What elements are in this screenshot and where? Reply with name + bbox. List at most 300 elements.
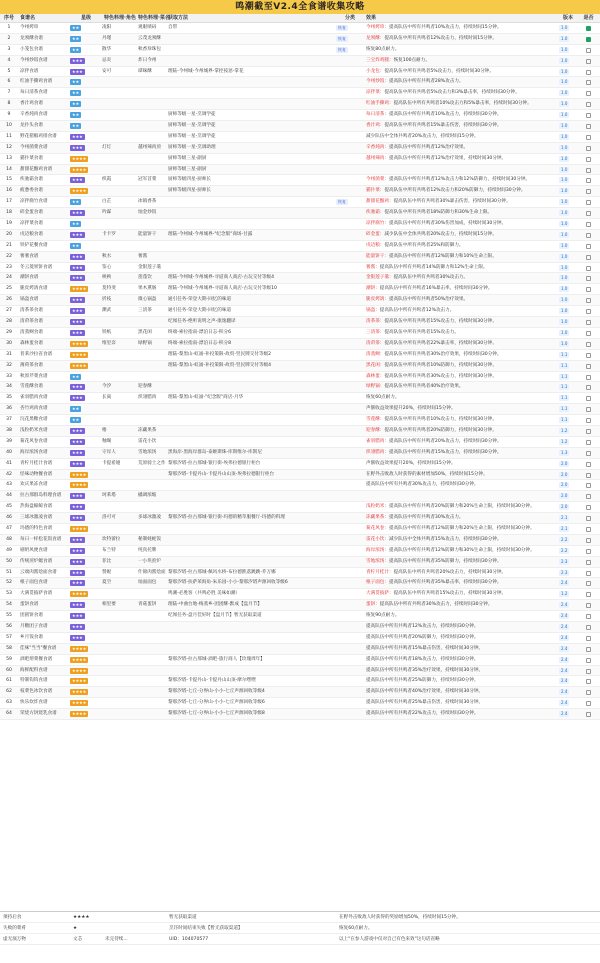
- recipe-name: 乡月饭食谱: [20, 634, 43, 640]
- row-number: 54: [6, 602, 12, 608]
- effect-dish-name: 雷花小饮：: [366, 536, 389, 542]
- footer-col-d: 烹饪时间结束失败【暂无获取渠道】: [169, 926, 243, 931]
- version-badge: 1.0: [561, 340, 568, 346]
- effect-text: 提高队伍中所有共鸣者15%攻击力，持续时间30分钟。: [393, 591, 507, 597]
- effect-dish-name: 碎金蛋：: [366, 231, 385, 237]
- special-character: [102, 709, 138, 719]
- effect-text: 提高队伍中所有共鸣者25%暴击伤害，持续时间30分钟。: [366, 700, 484, 706]
- star-rating: ★★★★: [72, 166, 87, 172]
- done-checkbox[interactable]: [586, 385, 591, 390]
- version-badge: 1.2: [561, 427, 568, 433]
- version-badge: 2.4: [561, 580, 568, 586]
- done-checkbox[interactable]: [586, 80, 591, 85]
- done-checkbox[interactable]: [586, 168, 591, 173]
- special-dish: 灿面面包: [138, 580, 157, 586]
- special-dish: [138, 165, 166, 175]
- source: [166, 546, 336, 556]
- row-number: 29: [6, 329, 12, 335]
- star-rating: ★★: [72, 242, 80, 248]
- effect-text: 提高队伍中所有共鸣者22%暴击率，持续时间30分钟。: [384, 340, 497, 346]
- special-dish: [138, 154, 166, 164]
- recipe-name: 普莱沙拉省食谱: [20, 351, 53, 357]
- effect-dish-name: 今州烤串：: [366, 25, 389, 30]
- star-rating: ★★★: [72, 613, 83, 619]
- table-row: [0, 350, 600, 361]
- recipe-name: 今州烤串: [20, 25, 39, 30]
- done-checkbox[interactable]: [586, 505, 591, 510]
- effect-text: 提高队伍中所有共鸣者35%暴击率，持续时间30分钟。: [388, 580, 502, 586]
- source: 鸣潮-必胜客（共鸣必胜 美味如潮）: [168, 591, 241, 597]
- source: 厨师等级一星-烹调学徒: [168, 133, 216, 139]
- done-checkbox[interactable]: [586, 320, 591, 325]
- recipe-name: 雪莲酥食谱: [20, 384, 43, 390]
- star-rating: ★★★★: [72, 340, 87, 346]
- done-checkbox[interactable]: [586, 124, 591, 129]
- done-checkbox[interactable]: [586, 603, 591, 608]
- star-rating: ★★★: [72, 68, 83, 74]
- done-checkbox[interactable]: [586, 135, 591, 140]
- special-character: [102, 655, 138, 665]
- table-row: [0, 317, 600, 328]
- table-row: [0, 263, 600, 274]
- table-row: [0, 491, 600, 502]
- done-checkbox[interactable]: [586, 614, 591, 619]
- version-badge: 1.1: [561, 395, 568, 401]
- table-row: [0, 208, 600, 219]
- special-dish: 青菇蛋饼: [138, 602, 157, 608]
- done-checkbox[interactable]: [586, 549, 591, 554]
- done-checkbox[interactable]: [586, 70, 591, 75]
- recipe-name: 脆皮烤鸽食谱: [20, 286, 48, 292]
- table-row: [0, 77, 600, 88]
- special-dish: [138, 622, 166, 632]
- source: 理陆-今州城-今州城界-"纪念版"商场-甘露: [168, 231, 253, 237]
- source: [166, 99, 336, 109]
- footer-col-d: 暂无获取渠道: [169, 915, 197, 920]
- special-character: 秧秧: [102, 275, 112, 281]
- special-character: 吟霖: [102, 210, 112, 216]
- recipe-name: 蛋饼食谱: [20, 602, 39, 608]
- effect-dish-name: 黑花闲：: [366, 362, 385, 368]
- effect-text: 提高队伍中所有共鸣者14%防御力和12%生命上限。: [379, 264, 488, 270]
- special-character: [102, 132, 138, 142]
- effect-text: 提高队伍中所有共鸣者15%暴击伤害，持续时间30分钟。: [384, 123, 502, 129]
- done-checkbox[interactable]: [586, 494, 591, 499]
- done-checkbox[interactable]: [586, 287, 591, 292]
- star-rating: ★★★★: [72, 667, 87, 673]
- done-checkbox[interactable]: [586, 647, 591, 652]
- row-number: 22: [6, 253, 12, 259]
- effect-text: 提高队伍中所有共鸣者18%防御力和30%生命上限。: [384, 210, 493, 216]
- star-rating: ★★★★: [72, 656, 87, 662]
- table-row: [0, 698, 600, 709]
- done-checkbox[interactable]: [586, 178, 591, 183]
- special-dish: [138, 502, 166, 512]
- row-number: 39: [6, 438, 12, 444]
- done-checkbox[interactable]: [586, 483, 591, 488]
- row-number: 52: [6, 580, 12, 586]
- table-row: [0, 45, 600, 56]
- row-number: 40: [6, 449, 12, 455]
- done-checkbox[interactable]: [586, 527, 591, 532]
- done-checkbox[interactable]: [586, 255, 591, 260]
- recipe-name: 疲惫委食谱: [20, 188, 43, 194]
- recipe-name: 菊花风卷食谱: [20, 438, 48, 444]
- table-row: [0, 557, 600, 568]
- version-badge: 2.4: [561, 634, 568, 640]
- done-checkbox[interactable]: [586, 690, 591, 695]
- source: 黑海岸-黑海岸群岛-泰姬斯珠-库斯维尔-库斯尼: [168, 449, 262, 455]
- done-checkbox[interactable]: [586, 276, 591, 281]
- special-dish: [138, 611, 166, 621]
- row-number: 45: [6, 504, 12, 510]
- special-dish: [138, 132, 166, 142]
- special-dish: 冻藏果茶: [138, 427, 157, 433]
- source: 黎那汐塔-卡提丹山-卡提丹山山顶-埃弗拉德银行柜台: [168, 471, 275, 477]
- recipe-name: 戌迈粮食谱: [20, 231, 43, 237]
- star-rating: ★★★: [72, 308, 83, 314]
- special-character: 洛可可: [102, 515, 116, 521]
- effect-text: 减少队伍中全体共鸣者20%攻击力，持续时间15分钟。: [384, 231, 497, 237]
- recipe-name: 酒吧熔菜餐食谱: [20, 656, 53, 662]
- done-checkbox[interactable]: [586, 636, 591, 641]
- star-rating: ★★★★: [72, 689, 87, 695]
- star-rating: ★★★: [72, 558, 83, 564]
- done-checkbox[interactable]: [586, 592, 591, 597]
- done-checkbox[interactable]: [586, 353, 591, 358]
- done-checkbox[interactable]: [586, 266, 591, 271]
- category-badge: 恢复: [338, 199, 346, 205]
- special-dish: 薯酱: [138, 253, 148, 259]
- recipe-name: 杏竹鸡肉食谱: [20, 406, 48, 412]
- special-character: [102, 502, 138, 512]
- special-character: 维里奈: [102, 340, 116, 346]
- star-rating: ★★★★: [72, 525, 87, 531]
- source: 厨师等级三星-副厨: [168, 166, 207, 172]
- row-number: 60: [6, 667, 12, 673]
- row-number: 23: [6, 264, 12, 270]
- table-row: [0, 448, 600, 459]
- special-dish: [138, 77, 166, 87]
- done-checkbox[interactable]: [586, 581, 591, 586]
- star-rating: ★★★: [72, 384, 83, 390]
- done-checkbox[interactable]: [586, 244, 591, 249]
- done-checkbox[interactable]: [586, 298, 591, 303]
- done-checkbox[interactable]: [586, 102, 591, 107]
- special-character: 忌炎: [102, 57, 112, 63]
- effect-dish-name: 今州菌菜：: [366, 177, 389, 183]
- done-checkbox[interactable]: [586, 418, 591, 423]
- row-number: 24: [6, 275, 12, 281]
- special-character: [102, 687, 138, 697]
- version-badge: 1.1: [561, 417, 568, 423]
- version-badge: 1.1: [561, 351, 568, 357]
- special-character: [102, 88, 138, 98]
- header-source: 获取方法: [168, 15, 189, 21]
- done-checkbox[interactable]: [586, 59, 591, 64]
- row-number: 64: [6, 711, 12, 717]
- special-character: 卡卡罗: [102, 231, 116, 237]
- footer-col-b: 文芯: [73, 937, 83, 942]
- source: [166, 77, 336, 87]
- footer-col-a: 须持后食: [3, 915, 22, 920]
- version-badge: 2.0: [561, 482, 568, 488]
- effect-text: 声骸收益效果提升20%，持续时间15分钟。: [366, 406, 456, 412]
- recipe-name: 凉拌腐竹食谱: [20, 199, 48, 205]
- source: 黎那汐塔-七丘-分界山-小小-七丘声源回收等级6: [168, 700, 265, 706]
- version-badge: 1.0: [561, 166, 568, 172]
- special-character: 赞妮: [102, 569, 112, 575]
- star-rating: ★★★★: [72, 700, 87, 706]
- effect-text: 提高队伍中所有共鸣者30%攻击力，持续时间30分钟。: [366, 482, 479, 488]
- recipe-name: 根子面包食谱: [20, 580, 48, 586]
- special-character: [102, 350, 138, 360]
- version-badge: 1.0: [561, 308, 568, 314]
- row-number: 25: [6, 286, 12, 292]
- effect-dish-name: 雀羽腊肉：: [366, 438, 389, 444]
- star-rating: ★★: [72, 46, 80, 52]
- effect-dish-name: 雪莲酥：: [366, 417, 385, 423]
- done-checkbox[interactable]: [586, 331, 591, 336]
- done-checkbox[interactable]: [586, 440, 591, 445]
- version-badge: 1.0: [561, 231, 568, 237]
- source: [166, 480, 336, 490]
- star-rating: ★★★★: [72, 678, 87, 684]
- table-row: [0, 252, 600, 263]
- special-character: 秋水: [102, 253, 112, 259]
- source: 厨师等级一星-烹调助理: [168, 144, 216, 150]
- effect-dish-name: 香汁鸡：: [366, 123, 385, 129]
- special-character: 凌阳: [102, 25, 112, 30]
- done-checkbox[interactable]: [586, 200, 591, 205]
- special-character: 夏空: [102, 580, 112, 586]
- special-character: 布兰特: [102, 547, 116, 553]
- row-number: 16: [6, 188, 12, 194]
- effect-dish-name: 今州炒饭：: [366, 79, 389, 85]
- done-checkbox[interactable]: [586, 364, 591, 369]
- star-rating: ★★★: [72, 460, 83, 466]
- table-row: [0, 535, 600, 546]
- effect-text: 恢复80点耐力。: [366, 46, 400, 52]
- recipe-name: 潮饼食谱: [20, 275, 39, 281]
- special-dish: 炽翎腊肉: [138, 395, 157, 401]
- table-row: [0, 644, 600, 655]
- source: [166, 644, 336, 654]
- table-row: [0, 426, 600, 437]
- special-character: 长离: [102, 395, 112, 401]
- recipe-name: 冬云菱果饼食谱: [20, 264, 53, 270]
- source: 厨师等级一星-烹调学徒: [168, 112, 216, 118]
- source: 厨师等级四星-厨师长: [168, 177, 212, 183]
- special-dish: [138, 666, 166, 676]
- row-number: 47: [6, 525, 12, 531]
- table-row: [0, 611, 600, 622]
- effect-text: 提高队伍中所有共鸣者12%攻击力，持续时间30分钟。: [366, 623, 479, 629]
- done-checkbox[interactable]: [586, 516, 591, 521]
- effect-text: 提高队伍中所有共鸣者30%攻击力，持续时间30分钟。: [379, 602, 493, 608]
- star-rating: ★★★★: [72, 286, 87, 292]
- special-character: 坎特蕾拉: [102, 536, 121, 542]
- done-checkbox[interactable]: [586, 211, 591, 216]
- special-character: [102, 186, 138, 196]
- done-checkbox[interactable]: [586, 91, 591, 96]
- done-checkbox[interactable]: [586, 462, 591, 467]
- recipe-name: 热海盘鲸鲸食谱: [20, 504, 53, 510]
- done-checkbox[interactable]: [586, 669, 591, 674]
- effect-text: 提高队伍中所有共鸣者22%攻击力，持续时间30分钟。: [366, 711, 479, 717]
- done-checkbox[interactable]: [586, 233, 591, 238]
- version-badge: 2.2: [561, 536, 568, 542]
- special-dish: 一小块煎炉: [138, 558, 161, 564]
- star-rating: ★★★: [72, 231, 83, 237]
- done-checkbox[interactable]: [586, 451, 591, 456]
- done-checkbox[interactable]: [586, 473, 591, 478]
- table-row: [0, 470, 600, 481]
- done-checkbox[interactable]: [586, 309, 591, 314]
- recipe-name: 每日一样松花饭食谱: [20, 536, 62, 542]
- done-checkbox[interactable]: [586, 701, 591, 706]
- done-checkbox[interactable]: [586, 396, 591, 401]
- done-checkbox[interactable]: [586, 571, 591, 576]
- done-checkbox[interactable]: [586, 37, 591, 42]
- table-row: [0, 306, 600, 317]
- header-name: 食谱名: [20, 15, 36, 21]
- table-row: [0, 589, 600, 600]
- special-dish: [138, 241, 166, 251]
- star-rating: ★★★: [72, 504, 83, 510]
- table-row: [0, 622, 600, 633]
- version-badge: 2.0: [561, 493, 568, 499]
- star-rating: ★★★: [72, 427, 83, 433]
- special-character: [102, 633, 138, 643]
- recipe-name: 剔奶风便食谱: [20, 547, 48, 553]
- recipe-name: 每日清茶食谱: [20, 90, 48, 96]
- done-checkbox[interactable]: [586, 560, 591, 565]
- version-badge: 1.0: [561, 329, 568, 335]
- recipe-name: 清莳茶食谱: [20, 319, 43, 325]
- header-done: 是否: [583, 15, 594, 21]
- row-number: 55: [6, 613, 12, 619]
- done-checkbox[interactable]: [586, 146, 591, 151]
- special-dish: 谭咪酥: [138, 68, 152, 74]
- special-dish: [138, 655, 166, 665]
- star-rating: ★★: [72, 79, 80, 85]
- source: 厨师等级一星-烹调学徒: [168, 123, 216, 129]
- effect-text: 提高队伍中所有共鸣者12%治疗效果，持续时间30分钟。: [388, 155, 507, 161]
- source: 纪闻任务-盘月佳好时【盘月节】暂无获取渠道: [168, 613, 262, 619]
- source: 黎那汐塔-七丘-分界山-小小-七丘声源回收等级8: [168, 711, 265, 717]
- footer-col-c: [102, 912, 166, 922]
- star-rating: ★★★★: [72, 188, 87, 194]
- done-checkbox[interactable]: [586, 679, 591, 684]
- effect-dish-name: 清茶茶：: [366, 319, 385, 325]
- row-number: 28: [6, 319, 12, 325]
- recipe-name: 碎金蛋食谱: [20, 210, 43, 216]
- table-row: [0, 121, 600, 132]
- version-badge: 1.0: [561, 319, 568, 325]
- effect-dish-name: 猫扑菜：: [366, 188, 385, 194]
- star-rating: ★★: [72, 123, 80, 129]
- special-character: [102, 666, 138, 676]
- recipe-name: 清蒸鲥食谱: [20, 329, 43, 335]
- effect-text: 提高队伍中所有共鸣者40%治疗效果。: [384, 384, 464, 390]
- recipe-name: 枝菜色冰饮食谱: [20, 689, 53, 695]
- effect-text: 提高队伍中所有共鸣者12%攻击力和20%防御力，持续时间30分钟。: [384, 188, 526, 194]
- table-row: [0, 568, 600, 579]
- done-checkbox[interactable]: [586, 342, 591, 347]
- special-character: 铁纸: [102, 329, 112, 335]
- row-number: 46: [6, 515, 12, 521]
- effect-text: 提高队伍中所有共鸣者30%攻击力，持续时间30分钟。: [384, 373, 497, 379]
- source: 理陆-中曲台地-梅蒸乡-团团酥-默成【盘月节】: [168, 602, 262, 608]
- done-checkbox[interactable]: [586, 375, 591, 380]
- done-checkbox[interactable]: [586, 26, 591, 31]
- special-dish: 能量饼干: [138, 231, 157, 237]
- special-dish: [138, 99, 166, 109]
- special-dish: 炸日今州: [138, 57, 157, 63]
- star-rating: ★★★: [72, 569, 83, 575]
- table-row: [0, 687, 600, 698]
- effect-dish-name: 龙须酥：: [366, 35, 385, 41]
- done-checkbox[interactable]: [586, 222, 591, 227]
- effect-dish-name: 炽翎腊肉：: [366, 449, 389, 455]
- done-checkbox[interactable]: [586, 48, 591, 53]
- done-checkbox[interactable]: [586, 189, 591, 194]
- source: 终端-索拉指南-漂泊日志-积分8: [168, 340, 232, 346]
- special-dish: [138, 361, 166, 371]
- row-number: 26: [6, 297, 12, 303]
- star-rating: ★★★: [72, 253, 83, 259]
- special-dish: [138, 219, 166, 229]
- done-checkbox[interactable]: [586, 538, 591, 543]
- special-character: [102, 644, 138, 654]
- star-rating: ★★★: [72, 493, 83, 499]
- row-number: 5: [7, 68, 11, 74]
- special-dish: 金银莲子羹: [138, 264, 161, 270]
- row-number: 14: [6, 166, 12, 172]
- done-checkbox[interactable]: [586, 625, 591, 630]
- header-no: 序号: [3, 15, 14, 21]
- version-badge: 2.1: [561, 525, 568, 531]
- table-row: [0, 154, 600, 165]
- done-checkbox[interactable]: [586, 407, 591, 412]
- effect-text: 提高队伍中所有共鸣者20%防御力，持续时间30分钟。: [366, 634, 479, 640]
- done-checkbox[interactable]: [586, 429, 591, 434]
- star-rating: ★★: [72, 199, 80, 205]
- version-badge: 1.1: [561, 373, 568, 379]
- table-row: [0, 284, 600, 295]
- table-row: [0, 393, 600, 404]
- special-character: 鉴心: [102, 264, 112, 270]
- table-row: [0, 655, 600, 666]
- special-dish: [138, 676, 166, 686]
- row-number: 20: [6, 231, 12, 237]
- special-character: [102, 241, 138, 251]
- done-checkbox[interactable]: [586, 113, 591, 118]
- source: [166, 557, 336, 567]
- source: [166, 219, 336, 229]
- recipe-name: 团圆饼食谱: [20, 613, 43, 619]
- recipe-name: 疾驰霜食谱: [20, 177, 43, 183]
- effect-text: 提高队伍中所有共鸣者35%防御力，持续时间30分钟。: [388, 558, 502, 564]
- done-checkbox[interactable]: [586, 157, 591, 162]
- version-badge: 1.0: [561, 46, 568, 52]
- done-checkbox[interactable]: [586, 658, 591, 663]
- row-number: 62: [6, 689, 12, 695]
- done-checkbox[interactable]: [586, 712, 591, 717]
- version-badge: 1.0: [561, 123, 568, 129]
- version-badge: 1.0: [561, 199, 568, 205]
